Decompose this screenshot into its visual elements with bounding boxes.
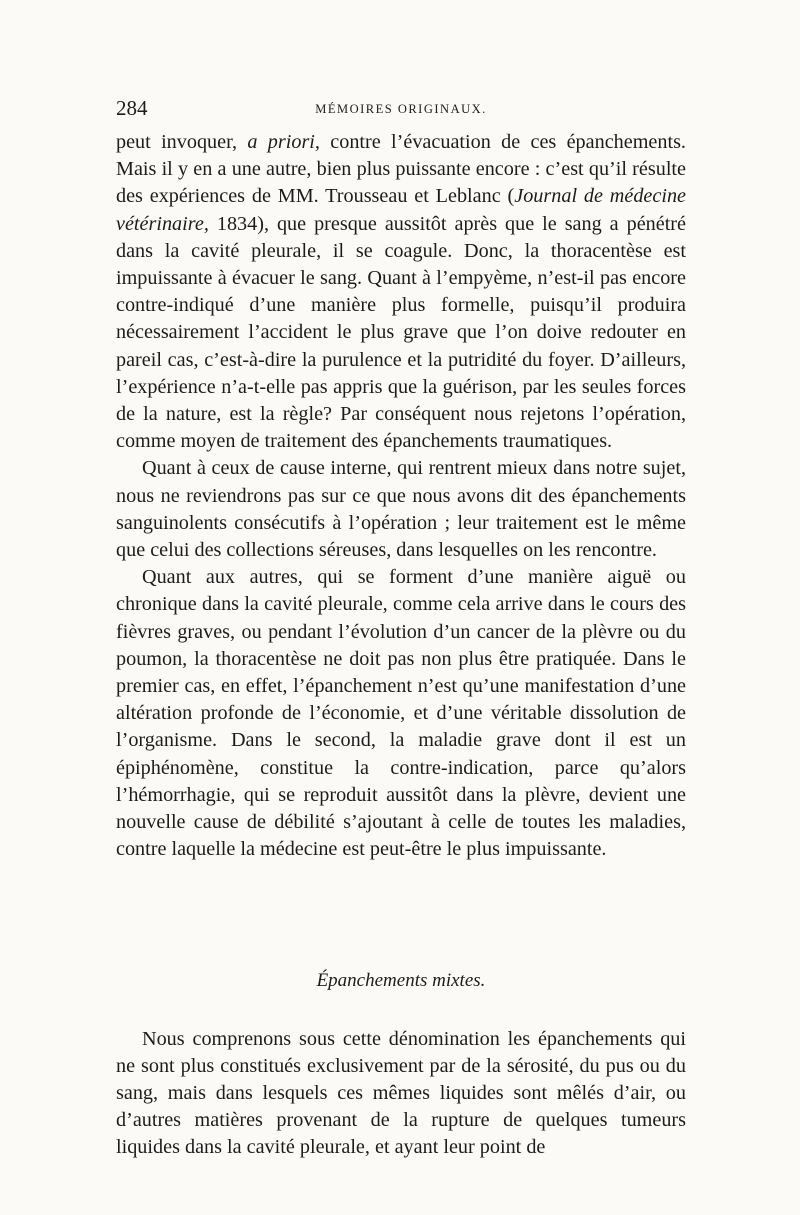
running-title: MÉMOIRES ORIGINAUX. xyxy=(315,102,487,116)
italic-a-priori: a priori, xyxy=(247,131,320,153)
paragraph-4: Nous comprenons sous cette dénomination les épanchements qui ne sont plus constitués exclusivement par de la sérosité, du pus ou du sang, mais dans lesquels ces mêmes liquides sont mêlés d’air, ou d’autres matières provenant de la rupture de quelques tumeurs liquides dans la cavité pleurale, et ayant leur point de xyxy=(116,1028,686,1158)
paragraph-1-text-a: peut invoquer, xyxy=(116,131,248,153)
page-number: 284 xyxy=(116,96,148,120)
paragraph-1-text-b: contre l’évacuation de ces épanchements. Mais il y en a une autre, bien plus puissante encore : c’est qu’il résulte des expériences de MM. Trousseau et Leblanc ( xyxy=(116,131,686,208)
paragraph-1 xyxy=(116,129,686,455)
italic-journal-title: Journal de médecine vétérinaire, xyxy=(116,185,686,235)
section-subheading: Épanchements mixtes. xyxy=(316,970,486,991)
body-text-continued xyxy=(116,1026,686,1161)
body-text xyxy=(116,129,686,863)
paragraph-2: Quant à ceux de cause interne, qui rentrent mieux dans notre sujet, nous ne reviendrons pas sur ce que nous avons dit des épanchements sanguinolents consécutifs à l’opération ; leur traitement est le même que celui des collections séreuses, dans lesquelles on les rencontre. xyxy=(116,457,686,562)
paragraph-3: Quant aux autres, qui se forment d’une manière aiguë ou chronique dans la cavité pleurale, comme cela arrive dans le cours des fièvres graves, ou pendant l’évolution d’un cancer de la plèvre ou du poumon, la thoracentèse ne doit pas non plus être pratiquée. Dans le premier cas, en effet, l’épanchement n’est qu’une manifestation d’une altération profonde de l’économie, et d’une véritable dissolution de l’organisme. Dans le second, la maladie grave dont il est un épiphénomène, constitue la contre-indication, parce qu’alors l’hémorrhagie, qui se reproduit aussitôt dans la plèvre, devient une nouvelle cause de débilité s’ajoutant à celle de toutes les maladies, contre laquelle la médecine est peut-être le plus impuissante. xyxy=(116,566,686,861)
page-header xyxy=(116,96,686,126)
paragraph-1-text-c: 1834), que presque aussitôt après que le sang a pénétré dans la cavité pleurale, il se coagule. Donc, la thoracentèse est impuissante à évacuer le sang. Quant à l’empyème, n’est-il pas encore contre-indiqué d’une manière plus formelle, puisqu’il produira nécessairement l’accident le plus grave que l’on doive redouter en pareil cas, c’est-à-dire la purulence et la putridité du foyer. D’ailleurs, l’expérience n’a-t-elle pas appris que la guérison, par les seules forces de la nature, est la règle? Par conséquent nous rejetons l’opération, comme moyen de traitement des épanchements traumatiques. xyxy=(116,212,686,453)
